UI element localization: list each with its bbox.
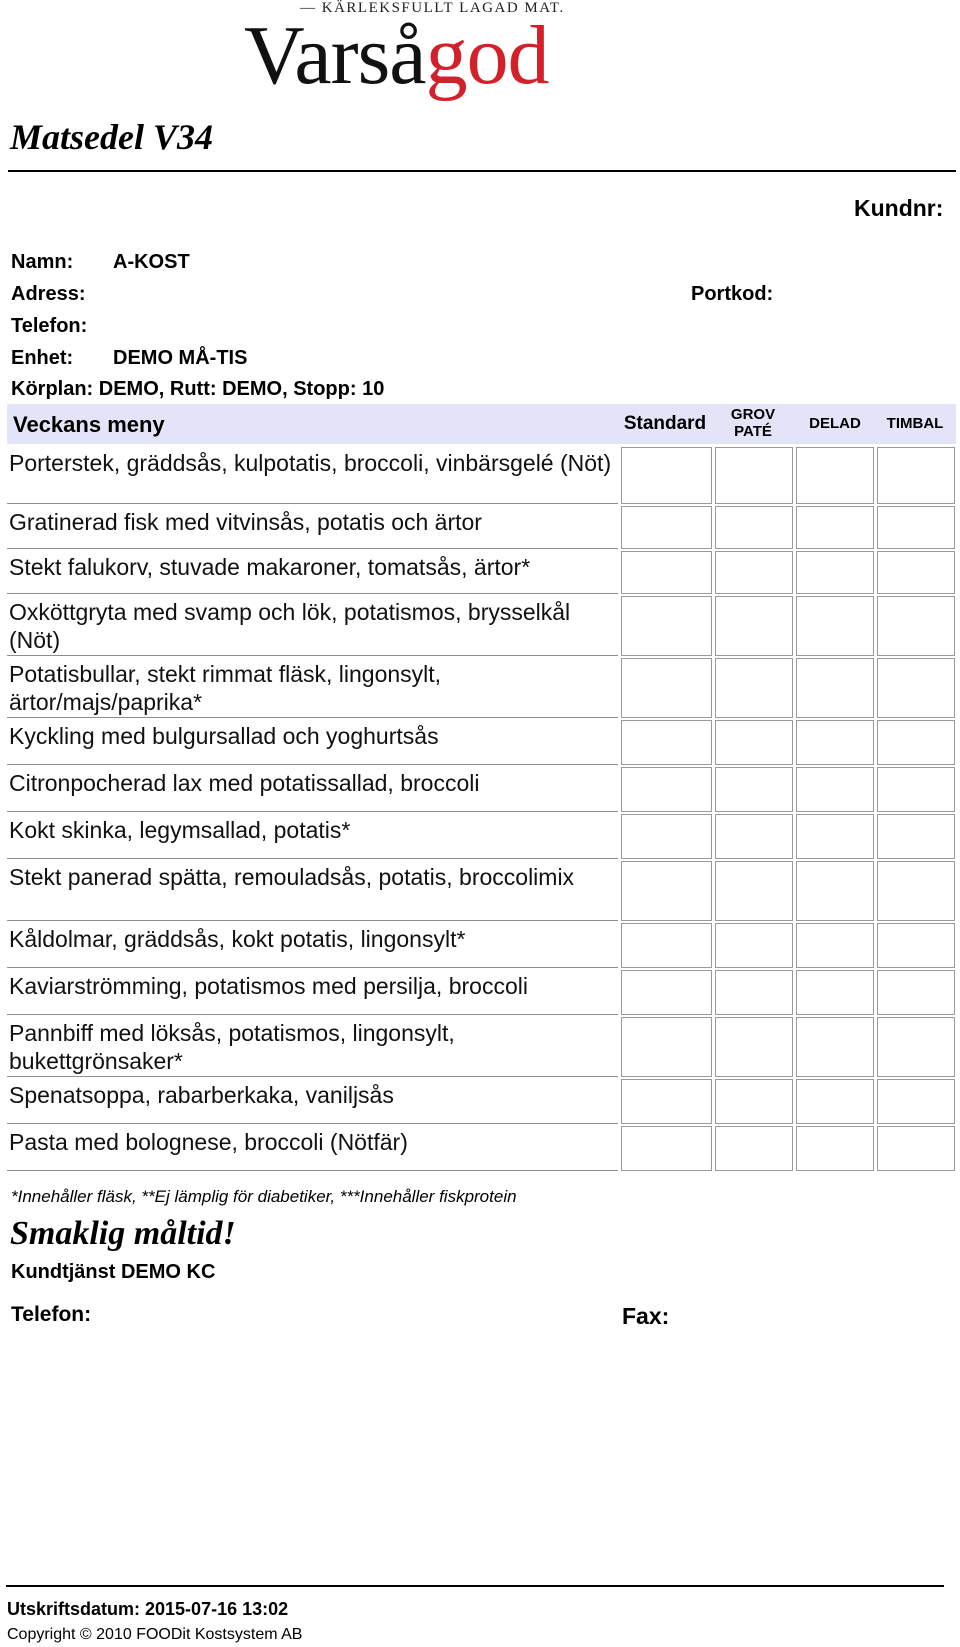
standard-qty-cell[interactable] — [621, 814, 712, 859]
footer-divider — [6, 1585, 944, 1587]
grov-pate-qty-cell[interactable] — [715, 1017, 793, 1077]
table-row — [7, 1079, 957, 1124]
grov-pate-qty-cell[interactable] — [715, 506, 793, 549]
delad-qty-cell[interactable] — [796, 447, 874, 504]
dish-name: Kaviarströmming, potatismos med persilja, broccoli — [7, 970, 618, 1015]
grov-pate-qty-cell[interactable] — [715, 1126, 793, 1171]
grov-pate-qty-cell[interactable] — [715, 1079, 793, 1124]
grov-pate-qty-cell[interactable] — [715, 658, 793, 718]
contact-phone-label: Telefon: — [11, 1303, 92, 1326]
table-row — [7, 1126, 957, 1171]
grov-pate-qty-cell[interactable] — [715, 970, 793, 1015]
address-label: Adress: — [11, 283, 86, 305]
grov-pate-qty-cell[interactable] — [715, 861, 793, 921]
logo-wordmark — [244, 6, 549, 106]
column-standard: Standard — [623, 413, 707, 434]
table-row — [7, 861, 957, 921]
name-value: A-KOST — [113, 251, 190, 273]
timbal-qty-cell[interactable] — [877, 596, 955, 656]
phone-label: Telefon: — [11, 315, 88, 337]
delad-qty-cell[interactable] — [796, 720, 874, 765]
unit-value: DEMO MÅ-TIS — [113, 347, 248, 369]
delad-qty-cell[interactable] — [796, 1079, 874, 1124]
timbal-qty-cell[interactable] — [877, 923, 955, 968]
column-grov-pate — [713, 406, 793, 440]
timbal-qty-cell[interactable] — [877, 447, 955, 504]
timbal-qty-cell[interactable] — [877, 861, 955, 921]
dish-name: Citronpocherad lax med potatissallad, broccoli — [7, 767, 618, 812]
customer-number-label: Kundnr: — [854, 195, 944, 221]
timbal-qty-cell[interactable] — [877, 506, 955, 549]
dish-table — [7, 447, 957, 1173]
dish-name: Gratinerad fisk med vitvinsås, potatis och ärtor — [7, 506, 618, 549]
print-date: Utskriftsdatum: 2015-07-16 13:02 — [7, 1599, 289, 1619]
standard-qty-cell[interactable] — [621, 720, 712, 765]
grov-pate-qty-cell[interactable] — [715, 767, 793, 812]
timbal-qty-cell[interactable] — [877, 814, 955, 859]
week-menu-title: Veckans meny — [13, 412, 165, 437]
timbal-qty-cell[interactable] — [877, 1017, 955, 1077]
timbal-qty-cell[interactable] — [877, 767, 955, 812]
grov-pate-qty-cell[interactable] — [715, 720, 793, 765]
dish-name: Pasta med bolognese, broccoli (Nötfär) — [7, 1126, 618, 1171]
delad-qty-cell[interactable] — [796, 767, 874, 812]
standard-qty-cell[interactable] — [621, 861, 712, 921]
delad-qty-cell[interactable] — [796, 814, 874, 859]
delad-qty-cell[interactable] — [796, 506, 874, 549]
table-row — [7, 447, 957, 504]
standard-qty-cell[interactable] — [621, 1079, 712, 1124]
standard-qty-cell[interactable] — [621, 1126, 712, 1171]
table-row — [7, 551, 957, 594]
timbal-qty-cell[interactable] — [877, 1126, 955, 1171]
dish-name: Porterstek, gräddsås, kulpotatis, broccoli, vinbärsgelé (Nöt) — [7, 447, 618, 504]
delad-qty-cell[interactable] — [796, 923, 874, 968]
column-timbal: TIMBAL — [886, 415, 944, 432]
delad-qty-cell[interactable] — [796, 970, 874, 1015]
door-code-label: Portkod: — [691, 283, 774, 305]
closing-greeting: Smaklig måltid! — [10, 1215, 236, 1252]
grov-pate-qty-cell[interactable] — [715, 551, 793, 594]
table-row — [7, 720, 957, 765]
standard-qty-cell[interactable] — [621, 551, 712, 594]
delad-qty-cell[interactable] — [796, 658, 874, 718]
table-row — [7, 923, 957, 968]
page-title: Matsedel V34 — [10, 117, 213, 157]
delad-qty-cell[interactable] — [796, 551, 874, 594]
column-grov-line2: PATÉ — [734, 423, 772, 440]
timbal-qty-cell[interactable] — [877, 658, 955, 718]
dish-name: Kåldolmar, gräddsås, kokt potatis, lingonsylt* — [7, 923, 618, 968]
dish-name: Potatisbullar, stekt rimmat fläsk, lingonsylt, ärtor/majs/paprika* — [7, 658, 618, 718]
table-row — [7, 596, 957, 656]
dish-name: Kokt skinka, legymsallad, potatis* — [7, 814, 618, 859]
delad-qty-cell[interactable] — [796, 596, 874, 656]
header-divider — [8, 170, 956, 172]
standard-qty-cell[interactable] — [621, 923, 712, 968]
standard-qty-cell[interactable] — [621, 767, 712, 812]
delad-qty-cell[interactable] — [796, 1126, 874, 1171]
timbal-qty-cell[interactable] — [877, 551, 955, 594]
table-row — [7, 1017, 957, 1077]
table-row — [7, 814, 957, 859]
timbal-qty-cell[interactable] — [877, 1079, 955, 1124]
timbal-qty-cell[interactable] — [877, 970, 955, 1015]
contact-fax-label: Fax: — [622, 1303, 670, 1329]
table-row — [7, 970, 957, 1015]
grov-pate-qty-cell[interactable] — [715, 447, 793, 504]
table-row — [7, 506, 957, 549]
column-grov-line1: GROV — [730, 406, 776, 423]
table-row — [7, 767, 957, 812]
dish-name: Pannbiff med löksås, potatismos, lingonsylt, bukettgrönsaker* — [7, 1017, 618, 1077]
dish-name: Stekt panerad spätta, remouladsås, potatis, broccolimix — [7, 861, 618, 921]
standard-qty-cell[interactable] — [621, 447, 712, 504]
standard-qty-cell[interactable] — [621, 506, 712, 549]
grov-pate-qty-cell[interactable] — [715, 814, 793, 859]
route-info: Körplan: DEMO, Rutt: DEMO, Stopp: 10 — [11, 378, 385, 400]
logo-wordmark-part1: Varså — [244, 9, 426, 102]
delad-qty-cell[interactable] — [796, 1017, 874, 1077]
grov-pate-qty-cell[interactable] — [715, 923, 793, 968]
dish-name: Spenatsoppa, rabarberkaka, vaniljsås — [7, 1079, 618, 1124]
delad-qty-cell[interactable] — [796, 861, 874, 921]
standard-qty-cell[interactable] — [621, 658, 712, 718]
dish-name: Stekt falukorv, stuvade makaroner, tomatsås, ärtor* — [7, 551, 618, 594]
standard-qty-cell[interactable] — [621, 1017, 712, 1077]
grov-pate-qty-cell[interactable] — [715, 596, 793, 656]
copyright: Copyright © 2010 FOODit Kostsystem AB — [7, 1626, 303, 1643]
allergen-footnote: *Innehåller fläsk, **Ej lämplig för diabetiker, ***Innehåller fiskprotein — [11, 1187, 517, 1206]
table-row — [7, 658, 957, 718]
standard-qty-cell[interactable] — [621, 970, 712, 1015]
dish-name: Oxköttgryta med svamp och lök, potatismos, brysselkål (Nöt) — [7, 596, 618, 656]
column-delad: DELAD — [809, 415, 861, 432]
standard-qty-cell[interactable] — [621, 596, 712, 656]
dish-name: Kyckling med bulgursallad och yoghurtsås — [7, 720, 618, 765]
unit-label: Enhet: — [11, 347, 74, 369]
timbal-qty-cell[interactable] — [877, 720, 955, 765]
name-label: Namn: — [11, 251, 74, 273]
customer-service: Kundtjänst DEMO KC — [11, 1261, 216, 1283]
logo-tagline: — KÄRLEKSFULLT LAGAD MAT. — [300, 0, 565, 16]
logo-wordmark-part2: god — [425, 9, 549, 102]
